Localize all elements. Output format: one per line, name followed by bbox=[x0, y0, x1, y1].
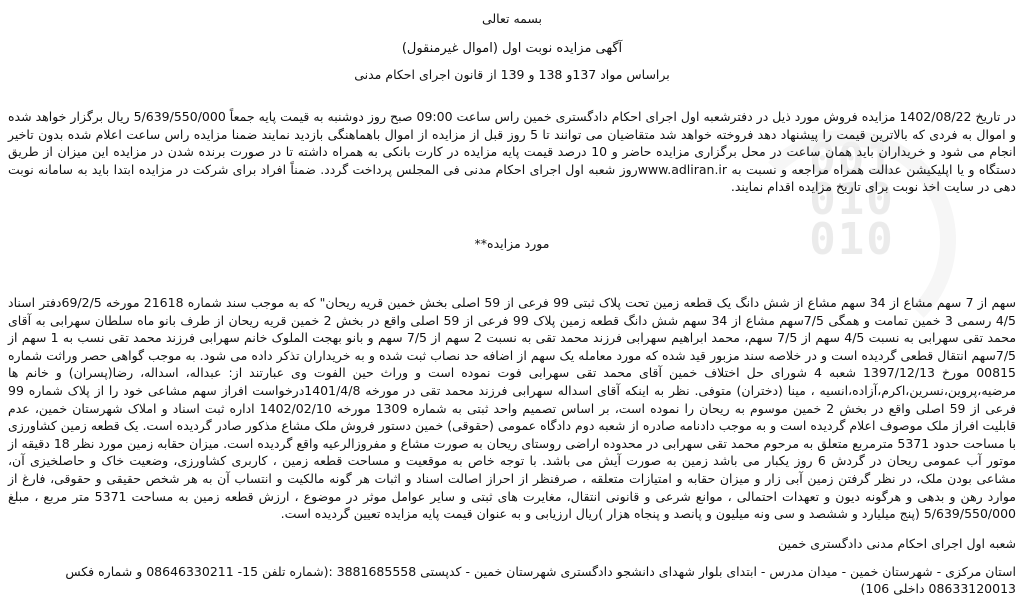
watermark-line: 010 bbox=[809, 174, 895, 225]
notice-title: آگهی مزایده نوبت اول (اموال غیرمنقول) bbox=[401, 41, 623, 56]
contact-address: استان مرکزی - شهرستان خمین - میدان مدرس - ابتدای بلوار شهدای دانشجو دادگستری شهرستان خمین - کدپستی 3881685558 :(شماره تلفن 15- 08646330211 و شماره فکس 08633120013 داخلی 106) bbox=[65, 563, 1016, 597]
watermark-line: 001 bbox=[809, 134, 895, 185]
basmala-heading: بسمه تعالی bbox=[481, 11, 543, 26]
issuing-branch: شعبه اول اجرای احکام مدنی دادگستری خمین bbox=[778, 535, 1016, 551]
legal-basis-line: براساس مواد 137و 138 و 139 از قانون اجرای احکام مدنی bbox=[354, 67, 670, 82]
intro-paragraph: در تاریخ 1402/08/22 مزایده فروش مورد ذیل در دفترشعبه اول اجرای احکام دادگستری خمین راس ساعت 09:00 صبح روز دوشنبه به قیمت پایه جمعاً 5/639/550/000 ریال برگزار خواهد شده و اموال به فردی که بالاترین قیمت را پیشنهاد دهد فروخته خواهد شد متقاضیان می توانند تا 5 روز قبل از مزایده از اموال باهماهنگی بازدید نمایند ضمنا مزایده راس ساعت اعلام شده بدون تاخیر انجام می شود و خریداران باید همان ساعت در محل برگزاری مزایده حاضر و 10 درصد قیمت پایه مزایده در کارت بانکی به همراه داشته تا در صورت برنده شدن در مزایده این میزان از طریق دستگاه و یا اپلیکیشن عدالت همراه مراجعه و نسبت به www.adliran.irروز شعبه اول اجرای احکام مدنی فی المجلس پرداخت گردد. ضمناً افراد برای شرکت در مزایده ابتدا باید به سامانه نوبت دهی در سایت اخذ نوبت برای تاریخ مزایده اقدام نمایند. bbox=[8, 109, 1016, 195]
auction-item-description: سهم از 7 سهم مشاع از 34 سهم مشاع از شش دانگ یک قطعه زمین تحت پلاک ثبتی 99 فرعی از 59 اصلی بخش خمین قریه ریحان" که به موجب سند شماره 21618 مورخه 69/2/5دفتر اسناد 4/5 رسمی 3 خمین تمامت و همگی 7/5سهم مشاع از 34 سهم شش دانگ قطعه زمین پلاک 99 فرعی از 59 اصلی واقع در بخش 2 خمین قریه ریحان از طرف بانو ماه سلطان سهرابی به آقای محمد تقی سهرابی به نسبت 4/5 سهم از 7/5 سهم، محمد ابراهیم سهرابی فرزند محمد تقی به نسبت 2 سهم از 7/5 سهم و بانو بهجت الملوک خانم سهرابی فرزند محمد تقی نسب به 1 سهم از 7/5سهم انتقال قطعی گردیده است و در خلاصه سند مزبور قید شده که مورد معامله یک سهم از اضافه حد نصاب ثبت شده و به خریداران تذکر داده می شود. به موجب گواهی حصر وراثت شماره 00815 مورخ 1397/12/13 شعبه 4 شورای حل اختلاف خمین آقای محمد تقی سهرابی فوت نموده است و وراث حین الفوت وی عبارتند از: عبداله، اسداله، رضا(پسران) و خانم ها مرضیه،پروین،نسرین،اکرم،آزاده،انسیه ، مینا (دختران) متوفی. نظر به اینکه آقای اسداله سهرابی فرزند محمد تقی در مورخه 1401/4/8درخواست افراز سهم مشاعی خود را از پلاک شماره 99 فرعی از 59 اصلی واقع در بخش 2 خمین موسوم به ریحان را نموده است، بر اساس تصمیم واحد ثبتی به شماره 1309 مورخه 1402/02/10 اداره ثبت اسناد و املاک شهرستان خمین، عدم قابلیت افراز ملک موصوف اعلام گردیده است و به موجب دادنامه صادره از شعبه دوم دادگاه عمومی (حقوقی) خمین دستور فروش ملک مشاع مذکور صادر گردیده است. یک قطعه زمین کشاورزی با مساحت حدود 5371 مترمربع متعلق به مرحوم محمد تقی سهرابی در محدوده اراضی روستای ریحان به صورت مشاع و مفروزالرعیه واقع گردیده است. میزان حقابه زمین مورد نظر 18 دقیقه از موتور آب عمومی ریحان در گردش 6 روز یکبار می باشد زمین به صورت آیش می باشد. با توجه خاص به موقعیت و مساحت قطعه زمین ، کاربری کشاورزی، وضعیت خاک و حاصلخیزی آن، مشاعی بودن ملک، در نظر گرفتن زمین آبی زار و میزان حقابه و امتیازات متعلقه ، صرفنظر از احراز اصالت اسناد و اثبات هر گونه مالکیت و انتساب آن به هر شخص حقیقی و حقوقی، فارغ از موارد رهن و بدهی و هرگونه دیون و تعهدات احتمالی ، موانع شرعی و قانونی انتقال، مغایرت های ثبتی و سایر عوامل موثر در موضوع ، ارزش قطعه زمین به مساحت 5371 متر مربع ، مبلغ 5/639/550/000 (پنج میلیارد و ششصد و سی ونه میلیون و پانصد و پنجاه هزار )ریال ارزیابی و به عنوان قیمت پایه مزایده تعیین گردیده است. bbox=[8, 294, 1017, 522]
auction-item-heading: مورد مزایده** bbox=[474, 235, 550, 251]
watermark-line: 010 bbox=[809, 214, 895, 265]
